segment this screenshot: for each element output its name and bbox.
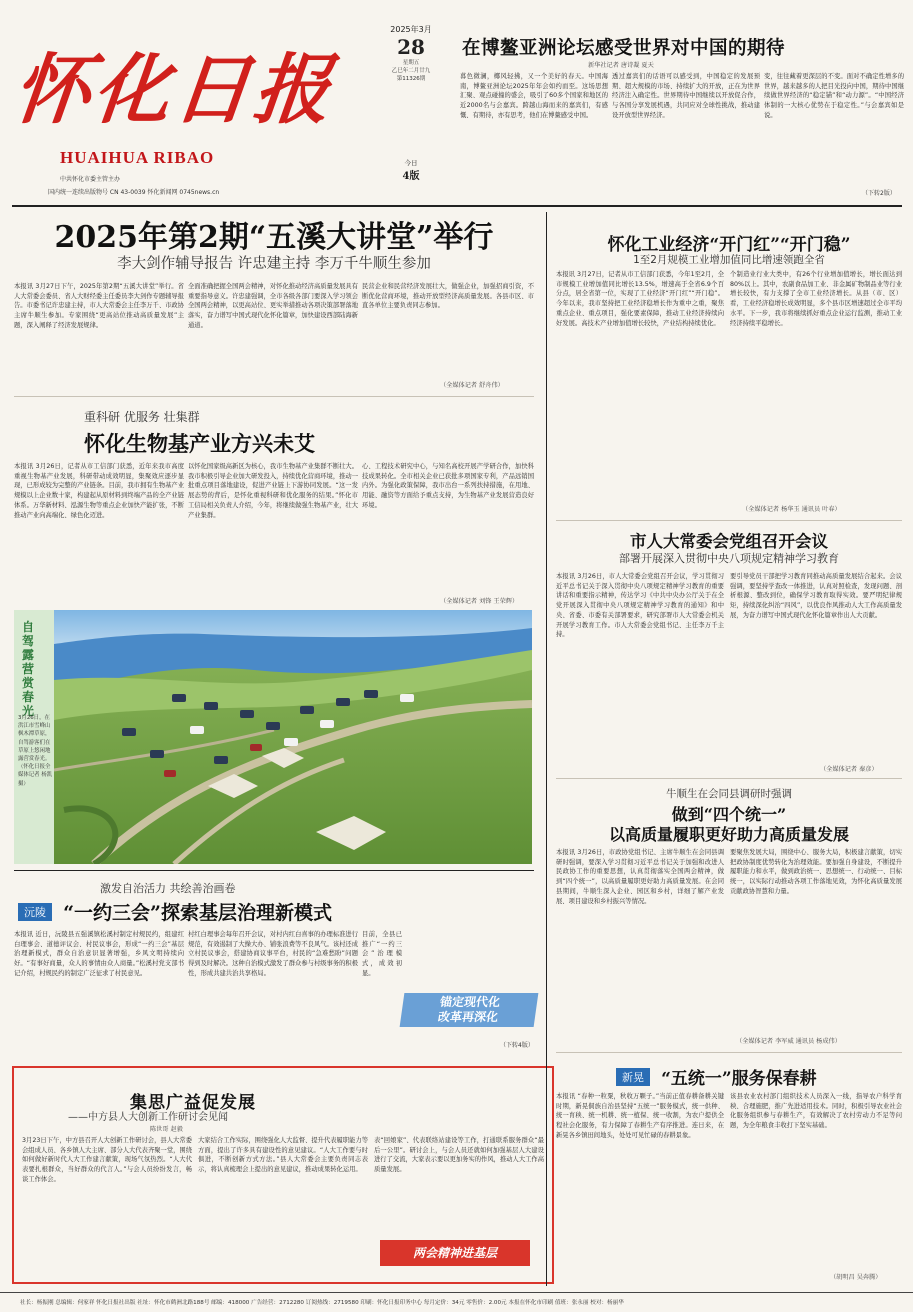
econ-credit: （全媒体记者 杨华玉 通讯员 叶春）	[742, 506, 841, 513]
divider	[556, 1052, 902, 1053]
two-sessions-banner: 两会精神进基层	[380, 1240, 530, 1266]
niu-col-1: 本报讯 3月26日，市政协党组书记、主席牛顺生在会同县调研时强调，要深入学习贯彻习近平总书记关于加强和改进人民政协工作的重要思想，认真贯彻落实全国两会精神，做到“四个统一”，以高质量履职更好助力高质量发展。在会同县期间，牛顺生深入企业、园区和乡村，详细了解产业发展、项目建设和乡村振兴等情况。	[556, 849, 724, 905]
organizer-line: 中共怀化市委主管主办	[60, 176, 121, 183]
lead-col-3: 变，往往藏着更深层的不变。面对不确定性增多的世界，越来越多的人把目光投向中国，期待中国继续做世界经济的“稳定锚”和“动力源”。“中国经济体制的一大核心优势在于稳定性。”与会嘉宾如是说。	[764, 73, 904, 119]
divider	[556, 520, 902, 521]
issue-number: 第11326期	[396, 76, 426, 82]
jisi-byline: 陈世哥 赵毅	[150, 1126, 183, 1133]
bio-col-1: 本报讯 3月26日，记者从市工信部门获悉，近年来我市高度重视生物基产业发展，科研带动成效明显，集聚效应逐步显现，已形成较为完整的产业链条。目前，我市拥有生物基产业规模以上企业数十家，构建起从原材料到终端产品的全产业链体系。万华新材料、泓源生物等重点企业加快产能扩张，不断推动产业向高端化、绿色化迈进。	[14, 463, 184, 519]
reform-banner-line2: 改革再深化	[437, 1010, 499, 1024]
date-day: 28	[397, 35, 425, 59]
yiyue-col-2: 村红白理事会每年召开会议，对村内红白喜事的办理标准进行规范，有效遏制了大操大办、铺张浪费等不良风气。该村还成立村民议事会，搭建协商议事平台，村民的“急难愁盼”问题得到及时解决。这种自治模式激发了群众参与村级事务的积极性，形成共建共治共享格局。	[188, 931, 358, 977]
reform-banner	[400, 993, 539, 1027]
jisi-col-3: 表“回娘家”、代表联络站建设等工作，打通联系服务群众“最后一公里”。研讨会上，与会人员还就如何加强基层人大建设进行了交流，大家表示要以更加务实的作风，推动人大工作高质量发展。	[374, 1137, 544, 1174]
divider	[14, 396, 534, 397]
wutong-col-2: 该县农业农村部门组织技术人员深入一线，指导农户科学育秧、合理施肥，推广先进适用技术。同时，积极引导农业社会化服务组织参与春耕生产，有效解决了农村劳动力不足等问题，为全年粮食丰收打下坚实基础。	[730, 1093, 902, 1130]
bio-col-2: 以怀化国家级高新区为核心，我市生物基产业集群不断壮大。我市积极引导企业加大研发投入，持续优化营商环境，推动一批重点项目落地建设，促进产业链上下游协同发展。“这一发展态势的背后，是怀化重视科研和优化服务的结果。”怀化市工信局相关负责人介绍，今年，将继续做强生物基产业，壮大产业集群。	[188, 463, 358, 519]
niu-credit: （全媒体记者 李军威 通讯员 杨成伟）	[736, 1038, 841, 1045]
wutong-credit: （胡明昌 吴奔腾）	[830, 1274, 882, 1281]
weekday: 星期五	[402, 60, 420, 66]
camping-grassland-image	[54, 610, 532, 864]
wutong-headline[interactable]: “五统一”服务保春耕	[661, 1069, 817, 1089]
yiyue-continued[interactable]: （下转4版）	[500, 1042, 534, 1049]
jisi-subtitle: ——中方县人大创新工作研讨会见闻	[68, 1112, 228, 1123]
lead-col-2: 透过嘉宾们的话语可以感受到，中国稳定的发展预期、超大规模的市场、持续扩大的开放，正在为世界经济注入确定性。世界期待中国继续以开放促合作，与各国分享发展机遇，共同应对全球性挑战，推动建设开放型世界经济。	[612, 73, 760, 119]
niu-headline-line2[interactable]: 以高质量履职更好助力高质量发展	[608, 825, 849, 844]
yiyue-col-1: 本报讯 近日，沅陵县五强溪镇松溪村制定村规民约，组建红白理事会、道德评议会、村民议事会，形成“一约三会”基层治理新模式，群众自治意识显著增强，乡风文明持续向好。“有事好商量，众人的事情由众人商量。”松溪村党支部书记介绍，村规民约的制定广泛征求了村民意见。	[14, 931, 184, 977]
bio-headline[interactable]: 怀化生物基产业方兴未艾	[84, 431, 315, 456]
npc-col-2: 要引导党员干部把学习教育同推动高质量发展结合起来。会议强调，要坚持学查改一体推进，认真对照检查，发现问题、剖析根源、整改到位，确保学习教育取得实效。要严明纪律规矩，持续深化纠治“四风”，以优良作风推动人大工作高质量发展，为奋力谱写中国式现代化怀化篇章作出人大贡献。	[730, 573, 902, 619]
logo-english: HUAIHUA RIBAO	[60, 148, 215, 167]
today-page-count: 4版	[402, 171, 420, 182]
divider	[556, 778, 902, 779]
wuxi-subtitle: 李大剑作辅导报告 许忠建主持 李万千牛顺生参加	[117, 256, 431, 272]
niu-col-2: 要聚焦发展大局，围绕中心、服务大局，积极建言献策，切实把政协制度优势转化为治理效能。要加强自身建设，不断提升履职能力和水平，做到政治统一、思想统一、行动统一、目标统一，以实际行动推动各项工作落地见效，为怀化高质量发展贡献政协智慧和力量。	[730, 849, 902, 895]
econ-col-2: 个制造业行业大类中，有26个行业增加值增长，增长面达到80%以上。其中，农副食品加工业、非金属矿物制品业等行业增长较快，有力支撑了全市工业经济增长。从县（市、区）看，工业经济稳增长成效明显，多个县市区增速超过全市平均水平。下一步，我市将继续抓好重点企业运行监测，推动工业经济持续平稳增长。	[730, 271, 902, 327]
today-label: 今日	[404, 159, 418, 167]
date-box	[374, 24, 448, 83]
lunar-date: 乙巳年二月廿九	[391, 68, 431, 74]
bio-kicker: 重科研 优服务 壮集群	[84, 410, 200, 424]
wuxi-col-1: 本报讯 3月27日下午，2025年第2期“五溪大讲堂”举行。省人大常委会委员、省人大财经委主任委员李大剑作专题辅导报告。市委书记许忠建主持，市人大常委会主任李万千、市政协主席牛顺生参加。专家围绕“更高站位推动高质量发展”主题，深入阐释了经济发展规律。	[14, 283, 184, 329]
yiyue-title-row	[18, 898, 332, 925]
wutong-title-row	[616, 1064, 817, 1089]
wutong-location-tag: 新晃	[616, 1068, 650, 1086]
date-year-month: 2025年3月	[390, 25, 432, 34]
today-pages	[396, 158, 426, 182]
econ-col-1: 本报讯 3月27日，记者从市工信部门获悉，今年1至2月，全市规模工业增加值同比增长13.5%，增速高于全省6.9个百分点，居全省第一位，实现了工业经济“开门红”“开门稳”。今年以来，我市坚持把工业经济稳增长作为重中之重，聚焦重点企业、重点项目，强化要素保障，推动工业经济持续向好发展。高技术产业增加值增长较快，产业结构持续优化。	[556, 271, 724, 327]
photo-caption-title: 自驾露营赏春光	[22, 620, 35, 718]
lead-headline[interactable]: 在博鳌亚洲论坛感受世界对中国的期待	[462, 38, 786, 59]
bio-credit: （全媒体记者 刘锋 王荣辉）	[440, 598, 519, 605]
lead-col-1: 暮色微澜，椰风轻拂，又一个美好的春天。中国海南，博鳌亚洲论坛2025年年会如约而至。这场思想汇聚、观点碰撞的盛会，吸引了60多个国家和地区的近2000名与会嘉宾。跨越山海而来的嘉宾们，有感慨、有期待，亦有思考，他们在博鳌感受中国。	[460, 73, 608, 119]
wuxi-col-2: 全面准确把握全国两会精神，对怀化推动经济高质量发展具有重要指导意义。许忠建强调，全市各级各部门要深入学习领会全国两会精神，以更高站位、更实举措推动各项决策部署落地落实，奋力谱写中国式现代化怀化篇章，加快建设西部陆海新通道。	[188, 283, 358, 329]
yiyue-col-3: 目前，全县已推广“一约三会”治理模式，成效初显。	[362, 931, 402, 977]
lead-continued[interactable]: （下转2版）	[862, 190, 896, 197]
wutong-col-1: 本报讯 “春种一粒粟，秋收万颗子。”当前正值春耕备耕关键时期，新晃侗族自治县坚持“五统一”服务模式，统一供种、统一育秧、统一机耕、统一植保、统一收割，为农户提供全程社会化服务，有力保障了春耕生产有序推进。连日来，在新晃各乡镇田间地头，处处可见忙碌的春耕景象。	[556, 1093, 724, 1139]
lead-byline: 新华社记者 唐诗凝 夏天	[588, 62, 654, 69]
yiyue-location-tag: 沅陵	[18, 903, 52, 921]
niu-kicker: 牛顺生在会同县调研时强调	[666, 788, 792, 800]
niu-headline-line1[interactable]: 做到“四个统一”	[671, 805, 787, 824]
publication-info: 国内统一连续出版物号 CN 43-0039 怀化新闻网 0745news.cn	[48, 189, 220, 196]
photo-caption-body: 3月26日，在洪江市雪峰山枫木潭草原，自驾游客们在草原上悠闲地露营赏春光。（怀化日报全媒体记者 杨凯 摄）	[18, 715, 53, 787]
photo-caption-panel	[14, 610, 56, 864]
masthead-divider	[12, 205, 902, 207]
jisi-col-1: 3月23日下午，中方县召开人大创新工作研讨会，县人大常委会组成人员、各乡镇人大主席、部分人大代表齐聚一堂，围绕如何做好新时代人大工作建言献策，现场气氛热烈。“人大代表要扎根群众，当好群众的代言人。”与会人员纷纷发言，畅谈工作体会。	[22, 1137, 192, 1183]
npc-headline[interactable]: 市人大常委会党组召开会议	[630, 532, 828, 551]
econ-subtitle: 1至2月规模工业增加值同比增速领跑全省	[633, 254, 825, 266]
yiyue-headline[interactable]: “一约三会”探索基层治理新模式	[63, 902, 332, 924]
yiyue-kicker: 激发自治活力 共绘善治画卷	[100, 882, 236, 895]
wuxi-headline[interactable]: 2025年第2期“五溪大讲堂”举行	[54, 220, 494, 255]
econ-headline[interactable]: 怀化工业经济“开门红”“开门稳”	[607, 235, 851, 255]
masthead-logo[interactable]	[9, 40, 344, 140]
bio-col-3: 心、工程技术研究中心，与知名高校开展产学研合作，加快科技成果转化。全市相关企业已获批多项国家专利，产品远销国内外。为强化政策保障，我市出台一系列扶持措施，在用地、用能、融资等方面给予重点支持，为生物基产业发展营造良好环境。	[362, 463, 534, 509]
reform-banner-line1: 锚定现代化	[439, 995, 502, 1009]
npc-col-1: 本报讯 3月26日，市人大常委会党组召开会议，学习贯彻习近平总书记关于深入贯彻中央八项规定精神学习教育的重要讲话和重要指示精神，传达学习《中共中央办公厅关于在全党开展深入贯彻中央八项规定精神学习教育的通知》和中央、省委、市委有关部署要求，研究部署市人大常委会机关开展学习教育工作。市人大常委会党组书记、主任李万千主持。	[556, 573, 724, 639]
divider	[14, 870, 534, 871]
wuxi-credit: （全媒体记者 舒舟伟）	[440, 382, 504, 389]
jisi-headline[interactable]: 集思广益促发展	[130, 1093, 256, 1113]
logo-text: 怀化日报	[9, 45, 339, 134]
wuxi-col-3: 民营企业和民营经济发展壮大，做强企业，加强招商引资，不断优化营商环境，推动开放型经济高质量发展。各县市区、市直各单位主要负责同志参加。	[362, 283, 534, 310]
jisi-col-2: 大家结合工作实际，围绕强化人大监督、提升代表履职能力等方面，提出了许多具有建设性的意见建议。“人大工作要与时俱进，不断创新方式方法。”县人大常委会主要负责同志表示，将认真梳理会上提出的意见建议，推动成果转化运用。	[198, 1137, 368, 1174]
npc-subtitle: 部署开展深入贯彻中央八项规定精神学习教育	[619, 552, 839, 565]
news-photo-camping[interactable]	[54, 610, 532, 864]
page-footer: 社长：杨振刚 总编辑：何家祥 怀化日报社出版 社址：怀化市鹤洲北路188号 邮编：418000 广告经营：2712280 订阅热线：2719580 印刷：怀化日报印务中心 每月定价：34元 零售价：2.00元 本报在怀化市印刷 值班：张永丽 校对：杨丽华	[0, 1292, 913, 1312]
npc-credit: （全媒体记者 秦彦）	[820, 766, 878, 773]
column-divider	[546, 212, 547, 1286]
